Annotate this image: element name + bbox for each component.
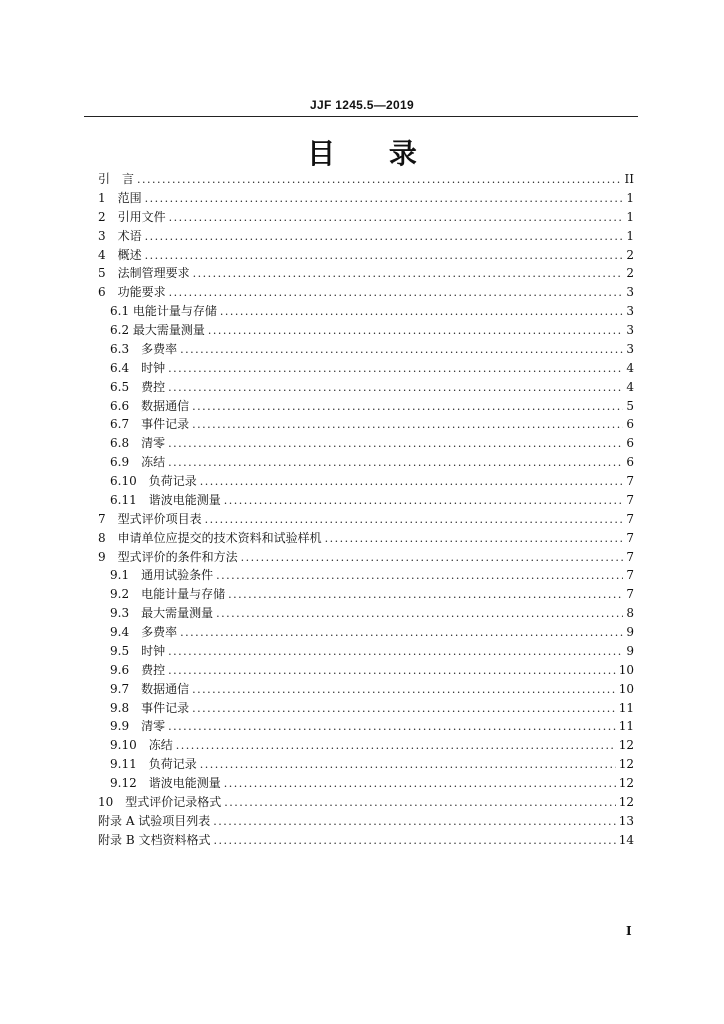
toc-entry[interactable] xyxy=(98,208,634,227)
toc-entry-page: 9 xyxy=(626,643,634,658)
toc-entry-label: 9.3 最大需量测量 xyxy=(110,606,214,621)
toc-entry[interactable] xyxy=(98,548,634,567)
toc-entry[interactable] xyxy=(98,812,634,831)
toc-entry-label: 6.7 事件记录 xyxy=(110,417,190,432)
toc-entry-page: 1 xyxy=(626,190,634,205)
toc-entry-page: 8 xyxy=(626,606,634,621)
dot-leader xyxy=(168,643,623,662)
toc-entry-label: 6.10 负荷记录 xyxy=(110,474,197,488)
toc-entry-label: 6.4 时钟 xyxy=(110,360,166,375)
dot-leader xyxy=(208,322,623,341)
toc-entry-page: 3 xyxy=(626,323,634,337)
dot-leader xyxy=(213,832,615,851)
dot-leader xyxy=(145,228,623,247)
toc-entry-label: 9.12 谐波电能测量 xyxy=(110,776,221,790)
toc-entry-label: 9 型式评价的条件和方法 xyxy=(98,549,238,564)
dot-leader xyxy=(200,473,623,492)
dot-leader xyxy=(224,794,615,813)
dot-leader xyxy=(169,209,623,228)
toc-entry-label: 9.4 多费率 xyxy=(110,625,178,639)
toc-entry-page: 1 xyxy=(626,209,634,224)
toc-entry[interactable] xyxy=(98,755,634,774)
toc-entry-page: 3 xyxy=(626,341,634,356)
toc-entry-page: 12 xyxy=(618,776,634,790)
dot-leader xyxy=(145,247,623,266)
toc-entry[interactable] xyxy=(98,302,634,321)
toc-entry-page: 6 xyxy=(626,417,634,432)
toc-entry-label: 附录 A 试验项目列表 xyxy=(98,813,211,828)
toc-entry-page: II xyxy=(624,172,634,186)
toc-entry-page: 11 xyxy=(618,700,634,715)
toc-entry-label: 引 言 xyxy=(98,172,135,186)
toc-entry-label: 9.6 费控 xyxy=(110,662,166,677)
toc-entry-label: 9.7 数据通信 xyxy=(110,681,190,696)
toc-entry[interactable] xyxy=(98,623,634,642)
toc-entry-page: 7 xyxy=(626,492,634,507)
toc-entry-label: 3 术语 xyxy=(98,228,142,243)
toc-entry-page: 3 xyxy=(626,304,634,319)
toc-entry[interactable] xyxy=(98,434,634,453)
dot-leader xyxy=(137,171,622,190)
toc-entry-label: 6.5 费控 xyxy=(110,379,166,394)
toc-entry-label: 9.10 冻结 xyxy=(110,738,173,753)
dot-leader xyxy=(193,265,623,284)
toc-entry-page: 7 xyxy=(626,474,634,488)
toc-entry-page: 7 xyxy=(626,511,634,526)
toc-entry[interactable] xyxy=(98,604,634,623)
dot-leader xyxy=(216,567,623,586)
toc-entry-page: 7 xyxy=(626,530,634,545)
toc-entry[interactable] xyxy=(98,359,634,378)
standard-code: JJF 1245.5—2019 xyxy=(310,98,414,112)
toc-entry-label: 6.11 谐波电能测量 xyxy=(110,492,221,507)
dot-leader xyxy=(325,530,623,549)
toc-entry-label: 9.5 时钟 xyxy=(110,643,166,658)
dot-leader xyxy=(220,303,623,322)
dot-leader xyxy=(200,756,616,775)
toc-entry-page: 14 xyxy=(618,832,634,847)
toc-entry[interactable] xyxy=(98,340,634,359)
dot-leader xyxy=(224,492,623,511)
toc-entry[interactable] xyxy=(98,189,634,208)
toc-entry-label: 6.1 电能计量与存储 xyxy=(110,304,217,319)
dot-leader xyxy=(180,624,623,643)
toc-entry[interactable] xyxy=(98,566,634,585)
toc-entry[interactable] xyxy=(98,642,634,661)
toc-entry-page: 9 xyxy=(626,625,634,639)
dot-leader xyxy=(192,700,616,719)
toc-entry-label: 9.8 事件记录 xyxy=(110,700,190,715)
toc-entry-label: 9.2 电能计量与存储 xyxy=(110,587,226,602)
toc-entry-page: 10 xyxy=(618,681,634,696)
toc-entry-page: 4 xyxy=(626,379,634,394)
toc-entry-page: 12 xyxy=(618,738,634,753)
dot-leader xyxy=(224,775,616,794)
dot-leader xyxy=(168,435,623,454)
toc-entry-label: 6.3 多费率 xyxy=(110,341,178,356)
toc-entry-page: 6 xyxy=(626,436,634,451)
toc-entry[interactable] xyxy=(98,246,634,265)
toc-entry[interactable] xyxy=(98,378,634,397)
dot-leader xyxy=(216,605,623,624)
toc-entry[interactable] xyxy=(98,170,634,189)
toc-entry-label: 9.9 清零 xyxy=(110,719,166,734)
toc-entry[interactable] xyxy=(98,661,634,680)
dot-leader xyxy=(205,511,623,530)
dot-leader xyxy=(168,379,623,398)
toc-entry[interactable] xyxy=(98,680,634,699)
toc-entry-page: 10 xyxy=(618,662,634,677)
toc-entry-page: 2 xyxy=(626,266,634,281)
toc-entry-page: 12 xyxy=(618,794,634,809)
toc-entry[interactable] xyxy=(98,472,634,491)
toc-entry-label: 2 引用文件 xyxy=(98,209,166,224)
dot-leader xyxy=(176,737,616,756)
toc-entry[interactable] xyxy=(98,510,634,529)
toc-entry-label: 9.1 通用试验条件 xyxy=(110,568,214,583)
dot-leader xyxy=(145,190,623,209)
toc-entry[interactable] xyxy=(98,529,634,548)
toc-entry-page: 13 xyxy=(618,813,634,828)
page-title: 目 录 xyxy=(307,137,439,170)
toc-entry-label: 6 功能要求 xyxy=(98,285,166,300)
toc-entry[interactable] xyxy=(98,774,634,793)
toc-entry[interactable] xyxy=(98,264,634,283)
toc-entry-page: 1 xyxy=(626,228,634,243)
dot-leader xyxy=(168,454,623,473)
toc-entry-label: 附录 B 文档资料格式 xyxy=(98,832,211,847)
toc-entry-page: 6 xyxy=(626,455,634,470)
dot-leader xyxy=(228,586,623,605)
dot-leader xyxy=(168,662,616,681)
toc-entry[interactable] xyxy=(98,453,634,472)
toc-entry-label: 9.11 负荷记录 xyxy=(110,757,197,772)
toc-entry-page: 7 xyxy=(626,568,634,583)
toc-entry[interactable] xyxy=(98,717,634,736)
toc-entry-label: 7 型式评价项目表 xyxy=(98,511,202,526)
toc-entry-page: 5 xyxy=(626,398,634,413)
toc-entry[interactable] xyxy=(98,736,634,755)
toc-entry-page: 4 xyxy=(626,360,634,375)
toc-entry[interactable] xyxy=(98,283,634,302)
table-of-contents xyxy=(98,170,634,850)
toc-entry-label: 10 型式评价记录格式 xyxy=(98,794,222,809)
dot-leader xyxy=(213,813,615,832)
toc-entry-page: 7 xyxy=(626,587,634,602)
toc-entry[interactable] xyxy=(98,491,634,510)
dot-leader xyxy=(192,416,623,435)
toc-entry[interactable] xyxy=(98,699,634,718)
toc-entry-label: 6.9 冻结 xyxy=(110,455,166,470)
dot-leader xyxy=(168,718,616,737)
dot-leader xyxy=(169,284,623,303)
header-divider xyxy=(84,116,638,117)
dot-leader xyxy=(168,360,623,379)
dot-leader xyxy=(192,681,616,700)
toc-entry[interactable] xyxy=(98,321,634,340)
toc-entry-label: 4 概述 xyxy=(98,247,142,262)
dot-leader xyxy=(192,398,623,417)
toc-entry[interactable] xyxy=(98,227,634,246)
toc-entry-page: 12 xyxy=(618,757,634,772)
toc-entry-label: 1 范围 xyxy=(98,190,142,205)
toc-entry-page: 7 xyxy=(626,549,634,564)
toc-entry-label: 6.6 数据通信 xyxy=(110,398,190,413)
toc-entry-label: 6.8 清零 xyxy=(110,436,166,451)
toc-entry-page: 11 xyxy=(618,719,634,734)
toc-entry[interactable] xyxy=(98,415,634,434)
page-number: I xyxy=(626,924,632,938)
toc-entry[interactable] xyxy=(98,585,634,604)
toc-entry[interactable] xyxy=(98,793,634,812)
toc-entry-page: 3 xyxy=(626,285,634,300)
dot-leader xyxy=(241,549,623,568)
toc-entry-label: 8 申请单位应提交的技术资料和试验样机 xyxy=(98,530,322,545)
toc-entry-label: 6.2 最大需量测量 xyxy=(110,323,205,337)
toc-entry[interactable] xyxy=(98,397,634,416)
toc-entry[interactable] xyxy=(98,831,634,850)
toc-entry-page: 2 xyxy=(626,247,634,262)
toc-entry-label: 5 法制管理要求 xyxy=(98,266,190,281)
dot-leader xyxy=(180,341,623,360)
